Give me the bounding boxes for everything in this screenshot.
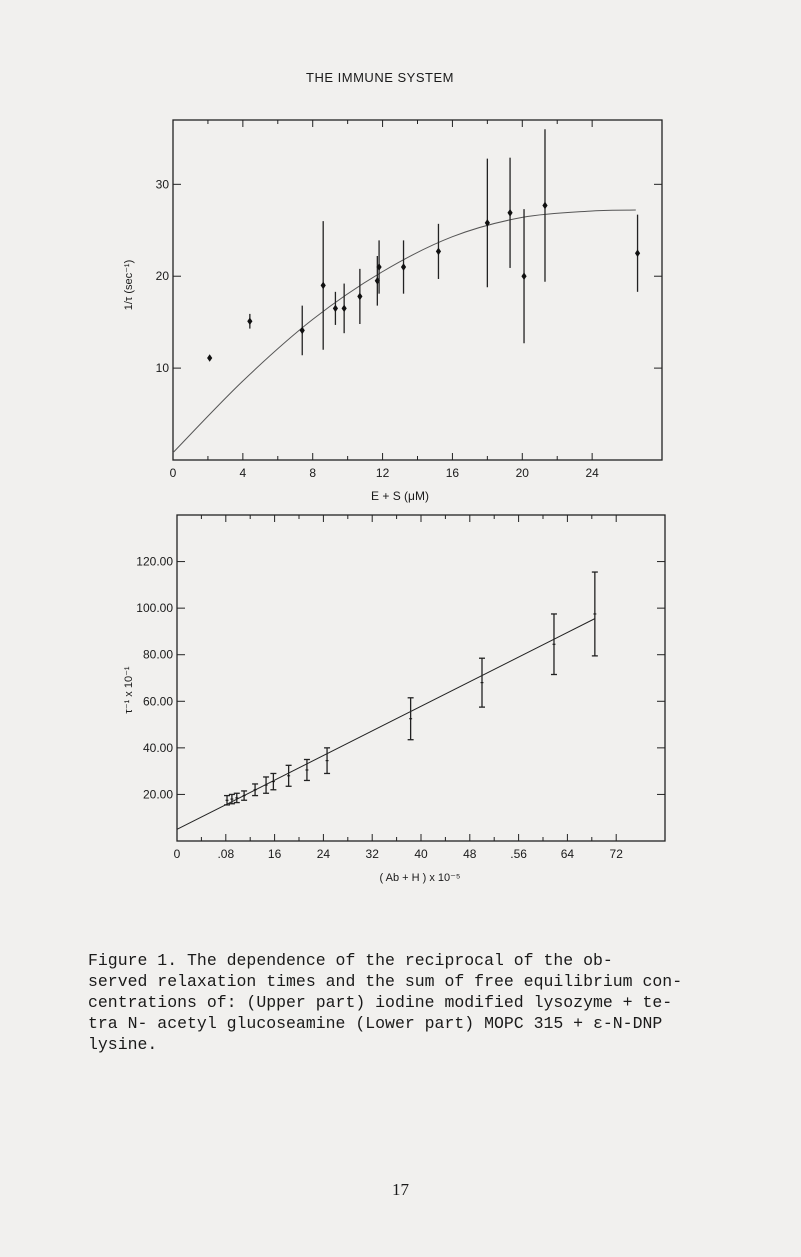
data-point	[321, 282, 326, 290]
y-tick-label: 20.00	[142, 787, 173, 802]
x-axis-label: ( Ab + H ) x 10⁻⁵	[379, 872, 461, 884]
x-tick-label: 0	[173, 847, 181, 861]
x-tick-label: 64	[560, 847, 575, 861]
fit-curve	[173, 210, 636, 453]
y-tick-label: 30	[155, 177, 169, 192]
x-tick-label: 8	[309, 466, 317, 480]
y-tick-label: 10	[155, 361, 169, 376]
y-tick-label: 20	[155, 269, 169, 284]
x-tick-label: 24	[316, 847, 331, 861]
x-tick-label: 72	[609, 847, 623, 861]
y-axis-label: 1/τ (sec⁻¹)	[123, 259, 135, 311]
figure-caption: Figure 1. The dependence of the reciprocal of the ob- served relaxation times and the sum of free equilibrium con- centrations of: (Upper part) iodine modified lysozyme + te- tra N- acetyl glucoseamine (Lower part) MOPC 315 + ε-N-DNP lysine.	[88, 951, 683, 1054]
data-point	[247, 317, 252, 325]
y-tick-label: 40.00	[142, 740, 173, 755]
data-point	[207, 354, 212, 362]
x-tick-label: 20	[515, 466, 529, 480]
x-axis-label: E + S (μM)	[371, 489, 429, 503]
data-point	[333, 305, 338, 313]
plot-frame	[173, 120, 662, 460]
y-tick-label: 80.00	[142, 647, 173, 662]
y-tick-label: 120.00	[136, 554, 173, 569]
x-tick-label: 32	[365, 847, 379, 861]
x-tick-label: .56	[510, 847, 527, 861]
x-tick-label: 40	[414, 847, 428, 861]
page-number: 17	[392, 1180, 409, 1199]
x-tick-label: 24	[585, 466, 599, 480]
data-point	[521, 272, 526, 280]
data-point	[635, 249, 640, 257]
y-axis-label: τ⁻¹ x 10⁻¹	[123, 666, 135, 714]
x-tick-label: 16	[445, 466, 460, 480]
x-tick-label: 16	[267, 847, 282, 861]
y-tick-label: 100.00	[136, 601, 173, 616]
data-point	[401, 263, 406, 271]
data-point	[357, 293, 362, 301]
data-point	[542, 202, 547, 210]
x-tick-label: 48	[463, 847, 477, 861]
fit-line	[177, 619, 595, 830]
data-point	[342, 305, 347, 313]
upper-chart	[0, 100, 801, 520]
x-tick-label: 12	[375, 466, 390, 480]
data-point	[436, 248, 441, 256]
data-point	[300, 327, 305, 335]
lower-chart	[0, 500, 801, 920]
page-header: THE IMMUNE SYSTEM	[306, 70, 454, 85]
x-tick-label: 4	[239, 466, 247, 480]
x-tick-label: .08	[217, 847, 235, 861]
x-tick-label: 0	[169, 466, 177, 480]
data-point	[507, 209, 512, 217]
y-tick-label: 60.00	[142, 694, 173, 709]
